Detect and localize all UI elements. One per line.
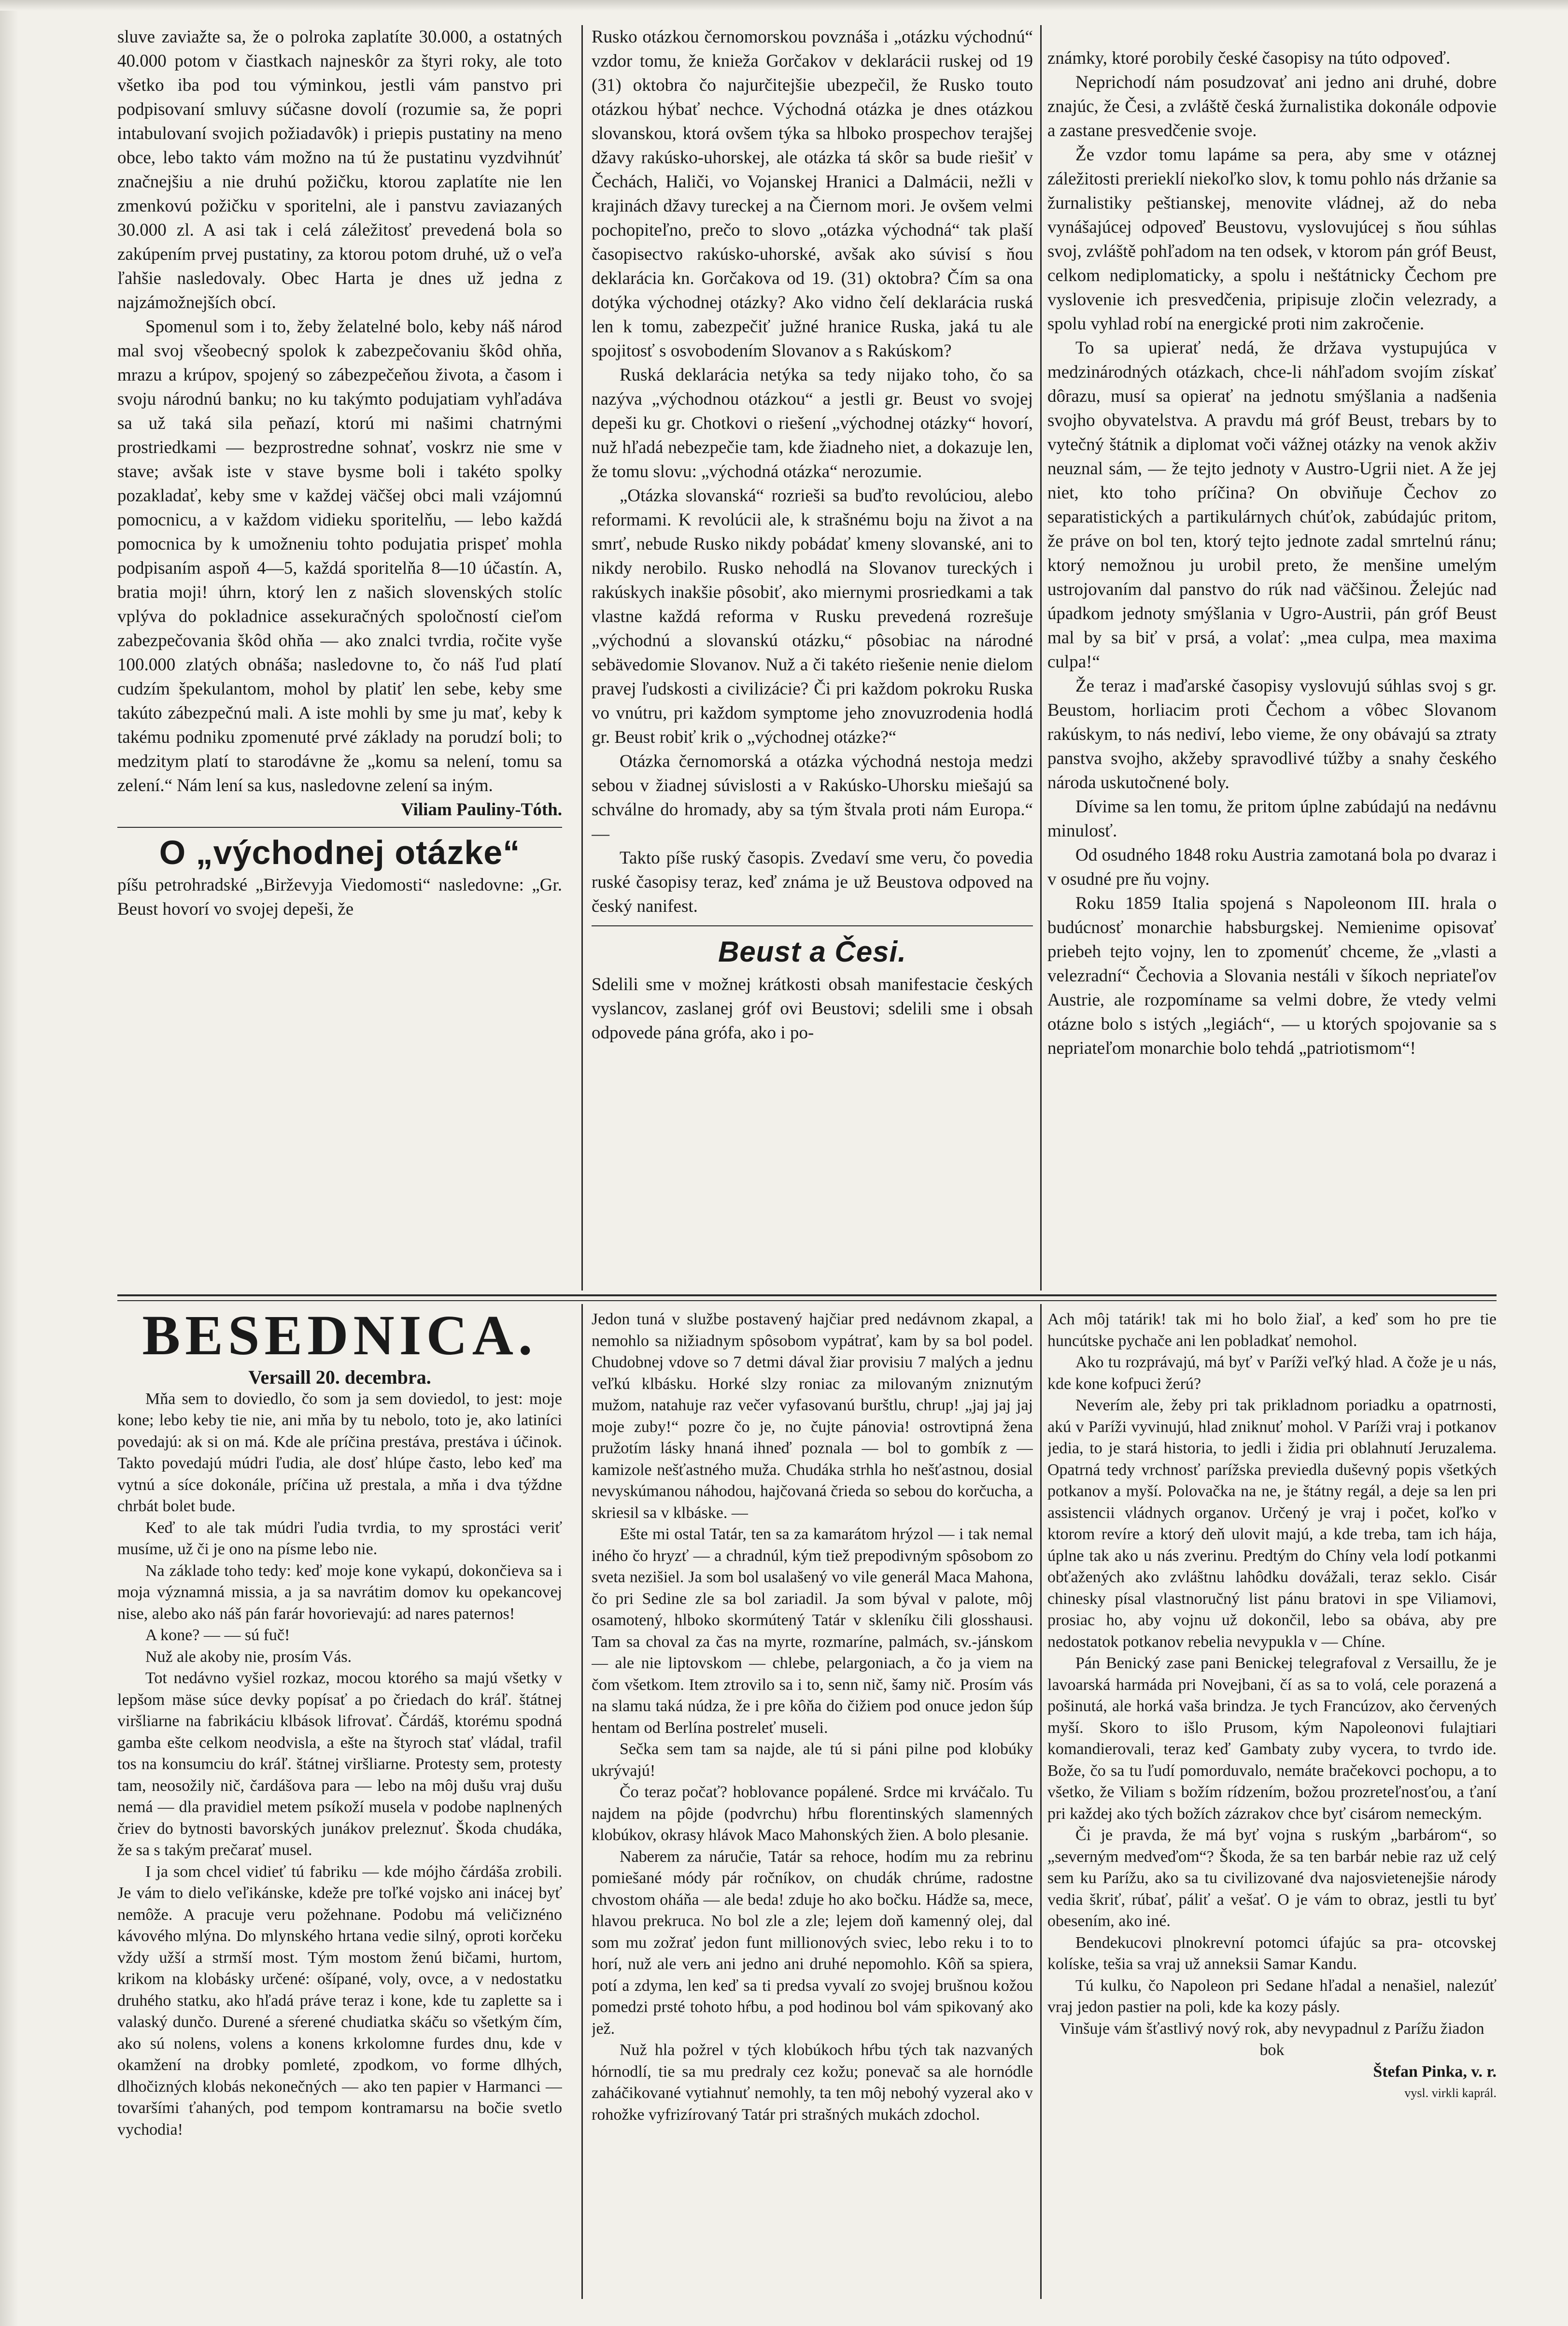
article-paragraph: Roku 1859 Italia spojená s Napoleonom III. hrala o budúcnosť monarchie habsburgskej. Nemienime opisovať priebeh tejto vojny, len to zpomenúť chceme, že „vlasti a velezradní“ Čechovia a Slovania nestáli v šíkoch nepriateľov Austrie, ale rozpomíname sa velmi dobre, že vtedy velmi otázne bolo s istých „legiách“, — u ktorých spojovanie sa s nepriateľom monarchie bolo tehdá „patriotismom“! bbox=[1047, 894, 1497, 1058]
article-paragraph: To sa upierať nedá, že država vystupujúca v medzinárodných otázkach, chce-li náhľadom svojím získať dôrazu, musí sa opierať na jednotu smýšlania a nadšenia svojho obyvatelstva. A pravdu má gróf Beust, trebars by to vytečný štátnik a diplomat voči vážnej otázky na venok akživ neuznal sám, — že tejto jednoty v Austro-Ugrii niet. A že jej niet, kto toho príčina? On obviňuje Čechov zo separatistických a partikulárnych chúťok, zabúdajúc pritom, že práve on bol ten, ktorý tejto jednote zadal smrtelnú ránu; ktorý nemožnou ju urobil preto, že menšine umelým ustrojovaním dal panstvo do rúk nad väčšinou. Želejúc nad úpadkom jednoty smýšlania v Ugro-Austrii, pán gróf Beust mal by sa biť v prsá, a volať: „mea culpa, mea maxima culpa!“ bbox=[1047, 338, 1497, 672]
feuilleton-paragraph: Čo teraz počať? hoblovance popálené. Srdce mi krváčalo. Tu najdem na pôjde (podvrchu) hŕbu florentinských slamenných klobúkov, okrasy hlávok Maco Mahonských žien. A bolo plesanie. bbox=[592, 1783, 1033, 1844]
article-paragraph: píšu petrohradské „Birževyja Viedomosti“ nasledovne: „Gr. Beust hovorí vo svojej depeši, že bbox=[117, 875, 562, 919]
besednica-column-2 bbox=[592, 1309, 1033, 2299]
feuilleton-paragraph: Jedon tuná v službe postavený hajčiar pred nedávnom zkapal, a nemohlo sa nižiadnym spôsobom vypátrať, kam by sa bol podel. Chudobnej vdove so 7 detmi dával žiar provisiu 7 malých a jednu veľkú klbásku. Horké slzy roniac za milovaným zniznutým mužom, natahuje raz večer vyfasovanú burštlu, chrup! „jaj jaj jaj moje zuby!“ pozre čo je, no čujte pánovia! ostrovtipná žena pružotím lásky hnaná ihneď poznala — bol to gombík z — kamizole nešťastného muža. Chudáka strhla ho nešťastnou, dosial nevyskúmanou náhodou, hajčovaná črieda so sebou do korčucha, a skriesil sa v klbáske. — bbox=[592, 1310, 1033, 1522]
article-paragraph: Ruská deklarácia netýka sa tedy nijako toho, čo sa nazýva „východnou otázkou“ a jestli gr. Beust vo svojej depeši ku gr. Chotkovi o riešení „východnej otázky“ hovorí, nuž hľadá nebezpečie tam, kde žiadneho niet, a dokazuje len, že tomu slovu: „východná otázka“ nerozumie. bbox=[592, 365, 1033, 482]
besednica-column-3 bbox=[1047, 1309, 1497, 2299]
section-title: O „východnej otázke“ bbox=[159, 834, 521, 871]
page-edge-shadow bbox=[0, 0, 18, 2326]
column-rule bbox=[581, 25, 583, 1291]
article-paragraph: Sdelili sme v možnej krátkosti obsah manifestacie českých vyslancov, zaslanej gróf ovi Beustovi; sdelili sme i obsah odpovede pána grófa, ako i po- bbox=[592, 975, 1033, 1043]
column-rule bbox=[1040, 1304, 1042, 2299]
article-paragraph: Spomenul som i to, žeby želatelné bolo, keby náš národ mal svoj všeobecný spolok k zabezpečovaniu škôd ohňa, mrazu a krúpov, spojený so zábezpečeňou života, a časom i svoju národnú banku; no ku takýmto podujatiam vyhľadáva sa už taká sila peňazí, ktorú mi našimi chatrnými prostriedkami — bezprostredne sohnať, voskrz nie sme v stave; avšak iste v stave bysme boli i takéto spolky pozakladať, keby sme v každej väčšej obci mali vzájomnú pomocnicu, a v každom vidieku sporitelňu, — lebo každá pomocnica by k umožneniu tohto podujatia prispeť mohla podpisaním aspoň 4—5, každá sporitelňa 8—10 účastín. A, bratia moji! úhrn, ktorý len z našich slovenských stolíc vplýva do pokladnice assekuračných spoločností cieľom zabezpečovania škôd ohňa — ako znalci tvrdia, ročite vyše 100.000 zlatých obnáša; nasledovne to, čo náš ľud platí cudzím špekulantom, mohol by platiť len sebe, keby sme takúto zábezpečnú mali. A iste mohli by sme ju mať, keby k takému podniku zpomenuté prvé základy na porudzí boli; to medzitym platí to starodávne že „komu sa nelení, tomu sa zelení.“ Nám lení sa kus, nasledovne zelení sa iným. bbox=[117, 317, 562, 795]
article-paragraph: Že vzdor tomu lapáme sa pera, aby sme v otáznej záležitosti prerieklí niekoľko slov, k tomu pohlo nás držanie sa žurnalistiky peštianskej, menovite vládnej, až do neba vynášajúcej odpoveď Beustovu, vyslovujúcej s ňou súhlas svoj, zvláště pohľadom na ten odsek, v ktorom pán gróf Beust, celkom nediplomaticky, a spolu i neštátnicky Čechom pre vyslovenie ich presvedčenia, pripisuje zločin velezrady, a spolu vyhlad robí na energické proti nim zakročenie. bbox=[1047, 145, 1497, 334]
feuilleton-paragraph: Sečka sem tam sa najde, ale tú si páni pilne pod klobúky ukrývajú! bbox=[592, 1740, 1033, 1780]
feuilleton-paragraph: Naberem za náručie, Tatár sa rehoce, hodím mu za rebrinu pomiešané módy pár ročníkov, on chudák chrúme, radostne chvostom oháňa — ale beda! zdujе ho ako bočku. Hádže sa, mece, hlavou prekruca. No bol zle a zle; lejem doň kamenný olej, dal som mu zožrať jedon funt millionových sviec, lebo reku i to to horí, nuž ale verь ani jedno ani druhé nepomohlo. Kôň sa spiera, potí a zdyma, len keď sa ti predsa vyvalí zo svojej brušnou kožou pomedzi prsté tohoto hŕbu, a pod hodinou bol vám spikovaný ako jež. bbox=[592, 1847, 1033, 2038]
feuilleton-paragraph: Tú kulku, čo Napoleon pri Sedane hľadal a nenašiel, nalezúť vraj jedon pastier na poli, kde ka kozy pásly. bbox=[1047, 1976, 1497, 2016]
dateline: Versaill 20. decembra. bbox=[248, 1366, 431, 1388]
besednica-title: BESEDNICA. bbox=[142, 1304, 537, 1367]
feuilleton-paragraph: Nuž hla požrel v tých klobúkoch hŕbu tých tak nazvaných hórnodlí, tie sa mu predraly cez kožu; ponevač sa ale hornódle zaháčikované vytiahnuť nemohly, ta ten môj nebohý vyzeral ako v rohožke vyfrizírovaný Tatár pri strašných mukách zdochol. bbox=[592, 2041, 1033, 2124]
feuilleton-signature: Štefan Pinka, v. r. bbox=[1373, 2062, 1497, 2081]
article-paragraph: „Otázka slovanská“ rozrieši sa buďto revolúciou, alebo reformami. K revolúcii ale, k strašnému boju na život a na smrť, nebude Rusko nikdy pobádať kmeny slovanské, ani to nikdy nerobilo. Rusko nehodlá na Slovanov tureckých i rakúskych inakšie pôsobiť, ako miernymi prosriedkami a tak vlastne každá reforma v Rusku prevedená rozrešuje „východnú a slovanskú otázku,“ pôsobiac na národné sebävedomie Slovanov. Nuž a či takéto riešenie nenie dielom pravej ľudskosti a civilizácie? Či pri každom pokroku Ruska vo vnútru, pri každom symptome jeho znovuzrodenia hodlá gr. Beust robiť krik o „východnej otázke?“ bbox=[592, 486, 1033, 747]
feuilleton-paragraph: Mňa sem to doviedlo, čo som ja sem doviedol, to jest: moje kone; lebo keby tie nie, ani mňa by tu nebolo, toto je, ako latiníci povedajú: ak si on má. Kde ale príčina prestáva, prestáva i účinok. Takto povedajú múdri ľudia, ale dosť hlúpe často, lebo keď ma vytnú a síce dokonále, príčina už prestala, a mňa i dva týždne chrbát bolet bude. bbox=[117, 1390, 562, 1515]
feuilleton-paragraph: Bendekucovi plnokrevní potomci úfajúc sa pra- otcovskej kolíske, tešia sa vraj už anneksii Samar Kandu. bbox=[1047, 1933, 1497, 1973]
feuilleton-paragraph: Tot nedávno vyšiel rozkaz, mocou ktorého sa majú všetky v lepšom mäse súce devky popísať a po čriedach do kráľ. štátnej viršliarne na fabrikáciu klbások lifrovať. Čárdáš, ktorému spodná gamba ešte celkom neodvisla, a ešte na štyroch stať vládal, trafil tos na konsumciu do kráľ. štátnej viršliarne. Protesty sem, protesty tam, neosožily nič, čardášova para — lebo na môj dušu vraj dušu nemá — dla pravidiel metem psíkoží musela v podobe naplnených čriev do bytnosti bavorských junákov preleznuť. Škoda chudáka, že sa s takým prečarať musel. bbox=[117, 1669, 562, 1859]
feuilleton-paragraph: Či je pravda, že má byť vojna s ruským „barbárom“, so „severným medveďom“? Škoda, že sa ten barbár nebie raz už celý sem ku Parížu, ako sa tu civilizované dva najosvietenejšie národy vedia škriť, rúbať, páliť a vešať. O je vám to obraz, jestli tu byť obesením, ako iné. bbox=[1047, 1826, 1497, 1930]
section-divider bbox=[117, 1294, 1497, 1296]
feuilleton-paragraph: I ja som chcel vidieť tú fabriku — kde mójho čárdáša zrobili. Je vám to dielo veľikánske, kdeže pre toľké vojsko ani inácej byť nemôže. A pracuje veru požehnane. Podobu má veličiznéno kávového mlýna. Do mlynského hrtana vedie silný, oproti korčeku vždy užší a strmší most. Tým mostom ženú bičami, hurtom, krikom na klobásky určené: ošípané, voly, ovce, a v nedostatku druhého statku, ako hľadá práve teraz i kone, kde tu zaplette sa i valaský dunčo. Durené a sŕerené chudiatka skáču so všetkým čím, ako sú nolens, volens a konens krkolomne furdes dnu, kde v okamžení na drobky pomleté, zpodkom, vo forme dlhých, dlhočizných klobás nekonečných — ako ten papier v Harmanci — tovaršími ťahaných, pod tempom kontramarsu na bočie svetlo vychodia! bbox=[117, 1862, 562, 2139]
separator bbox=[117, 827, 562, 828]
article-paragraph: Rusko otázkou černomorskou povznáša i „otázku východnú“ vzdor tomu, že knieža Gorčakov v deklarácii ruskej od 19 (31) oktobra čo najurčitejšie ubezpečil, že Rusko touto otázkou hýbať nechce. Východná otázka je dnes otázkou slovanskou, ktorá ovšem týka sa hlboko prospechov terajšej džavy rakúsko-uhorskej, ale otázka tá skôr sa bude riešiť v Čechách, Haliči, vo Vojanskej Hranici a Dalmácii, nežli v krajinách džavy tureckej a na Čiernom mori. Je ovšem velmi pochopiteľno, prečo to slovo „otázka východná“ tak plaší časopisectvo rakúsko-uhorské, avšak ako súvisí s ňou deklarácia kn. Gorčakova od 19. (31) oktobra? Čím sa ona dotýka východnej otázky? Ako vidno čelí deklarácia ruská len k tomu, zabezpečiť južné hranice Ruska, jaká tu ale spojitosť s osvobodením Slovanov a s Rakúskom? bbox=[592, 27, 1033, 361]
feuilleton-paragraph: Ach môj tatárik! tak mi ho bolo žiaľ, a keď som ho pre tie huncútske pychače ani len pobladkať nemohol. bbox=[1047, 1310, 1497, 1350]
top-column-2 bbox=[592, 25, 1033, 1281]
feuilleton-signature-title: vysl. virkli kaprál. bbox=[1404, 2086, 1497, 2100]
feuilleton-paragraph: Ešte mi ostal Tatár, ten sa za kamarátom hrýzol — i tak nemal iného čo hryzť — a chradnúl, kým tiež prepodivným spôsobom zo sveta nezišiel. Ja som bol usalašený vo vile generál Maca Mahona, čo pri Sedine zle sa bol zariadil. Ja som býval v palote, môj osamotený, hlboko skormútený Tatár v skleníku čili glosshausi. Tam sa choval za čas na myrte, rozmaríne, palmách, sv.-jánskom — ale nie liptovskom — chlebe, pelargoniach, a čo ja viem na čom všetkom. Item ztrovilo sa i to, senn nič, šamy nič. Prosím vás na slamu taká núdza, že i pre kôňa do čižiem pod onuce jedon šúp hentam od Berlína postreleť museli. bbox=[592, 1525, 1033, 1737]
article-paragraph: Od osudného 1848 roku Austria zamotaná bola po dvaraz i v osudné pre ňu vojny. bbox=[1047, 845, 1497, 889]
feuilleton-paragraph: Keď to ale tak múdri ľudia tvrdia, to my sprostáci veriť musíme, už či je ono na písme lebo nie. bbox=[117, 1518, 562, 1558]
feuilleton-paragraph: Nuž ale akoby nie, prosím Vás. bbox=[145, 1647, 352, 1666]
article-paragraph: Dívime sa len tomu, že pritom úplne zabúdajú na nedávnu minulosť. bbox=[1047, 797, 1497, 841]
separator bbox=[592, 925, 1033, 926]
article-paragraph: Takto píše ruský časopis. Zvedaví sme veru, čo povedia ruské časopisy teraz, keď známa je už Beustova odpoved na český nanifest. bbox=[592, 848, 1033, 916]
feuilleton-paragraph: Vinšuje vám šťastlivý nový rok, aby nevypadnul z Parížu žiadon bok bbox=[1059, 2019, 1484, 2059]
article-paragraph: sluve zaviažte sa, že o polroka zaplatíte 30.000, a ostatných 40.000 potom v čiastkach najneskôr za štyri roky, ale toto všetko iba pod tou výminkou, jestli vám panstvo pri podpisovaní smluvy súčasne dovolí (rozumie sa, že popri intabulovaní svojich požiadavôk) i priepis pustatiny na meno obce, lebo takto vám možno na tú že pustatinu vyzdvihnúť značnejšiu a nie druhú požičku, ktorou zaplatíte nie len zmenkovú požičku v sporitelni, ale i panstvu zaviazaných 30.000 zl. A asi tak i celá záležitosť prevedená bola so zakúpením prvej pustatiny, za ktorou potom druhé, už o veľa ľahšie nasledovaly. Obec Harta je dnes už jedna z najzámožnejších obcí. bbox=[117, 27, 562, 312]
article-paragraph: Že teraz i maďarské časopisy vyslovujú súhlas svoj s gr. Beustom, horliacim proti Čechom a vôbec Slovanom rakúskym, to nás nediví, lebo vieme, že ony obávajú sa ztraty panstva svojho, akžeby spravodlivé túžby a snahy českého národa uskutočnené boly. bbox=[1047, 676, 1497, 793]
article-signature: Viliam Pauliny-Tóth. bbox=[401, 800, 562, 820]
article-paragraph: Otázka černomorská a otázka východná nestoja medzi sebou v žiadnej súvislosti a v Rakúsko-Uhorsku miešajú sa schválne do hromady, aby sa tým štvala proti nám Europa.“ — bbox=[592, 752, 1033, 844]
page-top-shadow bbox=[0, 0, 1568, 11]
besednica-column-1 bbox=[117, 1304, 562, 2299]
article-paragraph: známky, ktoré porobily české časopisy na túto odpoveď. bbox=[1047, 48, 1451, 68]
feuilleton-paragraph: Ako tu rozprávajú, má byť v Paríži veľký hlad. A čože je u nás, kde kone kofpuci žerú? bbox=[1047, 1353, 1497, 1393]
top-column-1 bbox=[117, 25, 562, 1257]
article-paragraph: Neprichodí nám posudzovať ani jedno ani druhé, dobre znajúc, že Česi, a zvláště česká žurnalistika dokonále odpovie a zastane presvedčenie svoje. bbox=[1047, 72, 1497, 141]
feuilleton-paragraph: A kone? — — sú fuč! bbox=[145, 1626, 290, 1644]
feuilleton-paragraph: Na základe toho tedy: keď moje kone vykapú, dokončieva sa i moja významná missia, a ja sa navrátim domov ku opekancovej nise, alebo ako náš pán farár hovorievajú: ad nares paternos! bbox=[117, 1561, 562, 1623]
column-rule bbox=[1040, 25, 1042, 1291]
section-divider-thin bbox=[117, 1300, 1497, 1301]
feuilleton-paragraph: Pán Benický zase pani Benickej telegrafoval z Versaillu, že je lavoarská harmáda pri Novejbani, čí as sa to volá, cele porazená a pošinutá, ale horká vaša brindza. Je tych Francúzov, ako červených myší. Skoro to išlo Prusom, kým Napoleonovi fulajtiari komandierovali, teraz keď Gambaty zuby vycera, to tvrdo ide. Bože, čo sa tu ľudí pomorduvalo, nemáte bračekovci pochopu, a to všetko, že Viliam s božím rídzením, božou prozreteľnosťou, a ťaní pri každej ako tých božích zázrakov chce byť cisárom nemeckým. bbox=[1047, 1654, 1497, 1823]
top-column-3 bbox=[1047, 46, 1497, 1283]
feuilleton-paragraph: Neverím ale, žeby pri tak prikladnom poriadku a opatrnosti, akú v Paríži vyvinujú, hlad zniknuť mohol. V Paríži vraj i potkanov jedia, to je stará historia, to jedli i židia pri oblahnutí Jeruzalema. Opatrná tedy vrchnosť parížska previedla duševný popis všetkých potkanov a myší. Polovačka na ne, je štátny regál, a deje sa len pri assistencii vládnych organov. Určený je vraj i počet, koľko v ktorom revíre a ktorý deň ulovit majú, a kde treba, tam ich hája, úplne tak ako u nás zverinu. Predtým do Chíny vela lodí potkanmi obťažených ako zvláštnu lahôdku dovážali, teraz seklo. Cisár chinesky písal vlastnoručný list pánu bratovi in spe Viliamovi, prosiac ho, aby vojnu už dokončil, lebo sa obáva, aby pre nedostatok potkanov rebelia nevypukla v — Chíne. bbox=[1047, 1396, 1497, 1651]
section-title: Beust a Česi. bbox=[718, 936, 906, 968]
column-rule bbox=[581, 1304, 583, 2299]
